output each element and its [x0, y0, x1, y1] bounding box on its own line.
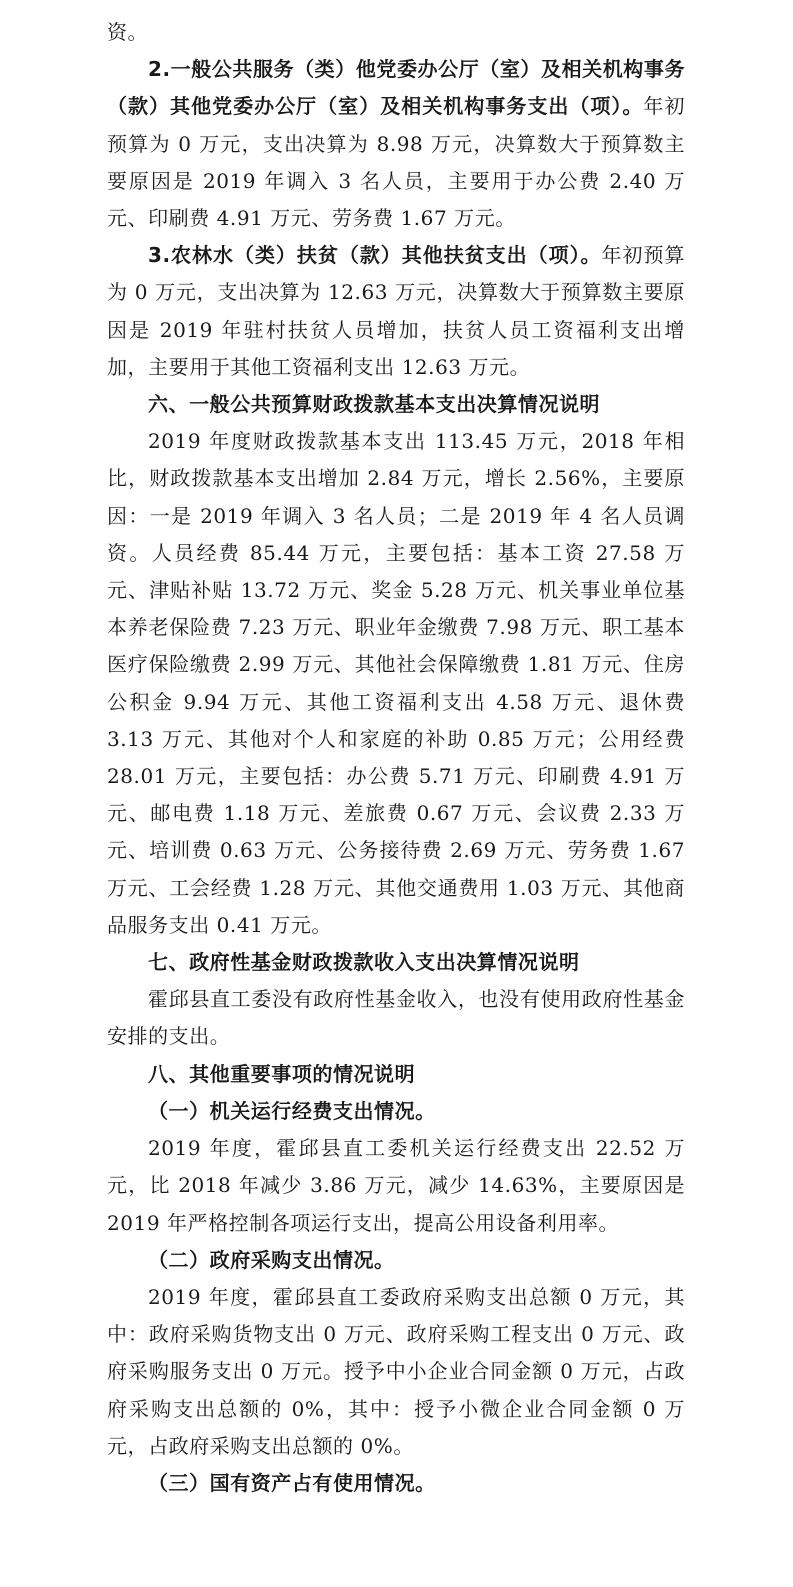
item-2-paragraph: [107, 51, 685, 237]
subsection-3-heading: （三）国有资产占有使用情况。: [148, 1470, 436, 1495]
item-3-title: 3.农林水（类）扶贫（款）其他扶贫支出（项）。: [148, 243, 602, 268]
item-2-body: 年初预算为 0 万元，支出决算为 8.98 万元，决算数大于预算数主要原因是 2019 年调入 3 名人员，主要用于办公费 2.40 万元、印刷费 4.91 万元、劳务费 1.67 万元。: [107, 94, 685, 231]
section-8-heading: 八、其他重要事项的情况说明: [148, 1061, 416, 1086]
item-2-title: 2.一般公共服务（类）他党委办公厅（室）及相关机构事务（款）其他党委办公厅（室）及相关机构事务支出（项）。: [107, 57, 685, 119]
subsection-2-body: 2019 年度，霍邱县直工委政府采购支出总额 0 万元，其中：政府采购货物支出 0 万元、政府采购工程支出 0 万元、政府采购服务支出 0 万元。授予中小企业合同金额 0 万元，占政府采购支出总额的 0%，其中：授予小微企业合同金额 0 万元，占政府采购支出总额的 0%。: [107, 1284, 685, 1458]
subsection-2-heading: （二）政府采购支出情况。: [148, 1247, 395, 1272]
item-3-paragraph: [107, 237, 685, 386]
section-7-body: 霍邱县直工委没有政府性基金收入，也没有使用政府性基金安排的支出。: [107, 987, 685, 1049]
subsection-1-body: 2019 年度，霍邱县直工委机关运行经费支出 22.52 万元，比 2018 年减少 3.86 万元，减少 14.63%，主要原因是 2019 年严格控制各项运行支出，提高公用设备利用率。: [107, 1136, 685, 1235]
item-3-body: 年初预算为 0 万元，支出决算为 12.63 万元，决算数大于预算数主要原因是 2019 年驻村扶贫人员增加，扶贫人员工资福利支出增加，主要用于其他工资福利支出 12.63 万元。: [107, 243, 685, 379]
section-6-body: 2019 年度财政拨款基本支出 113.45 万元，2018 年相比，财政拨款基本支出增加 2.84 万元，增长 2.56%，主要原因：一是 2019 年调入 3 名人员；二是 2019 年 4 名人员调资。人员经费 85.44 万元，主要包括：基本工资 27.58 万元、津贴补贴 13.72 万元、奖金 5.28 万元、机关事业单位基本养老保险费 7.23 万元、职业年金缴费 7.98 万元、职工基本医疗保险缴费 2.99 万元、其他社会保障缴费 1.81 万元、住房公积金 9.94 万元、其他工资福利支出 4.58 万元、退休费 3.13 万元、其他对个人和家庭的补助 0.85 万元；公用经费 28.01 万元，主要包括：办公费 5.71 万元、印刷费 4.91 万元、邮电费 1.18 万元、差旅费 0.67 万元、会议费 2.33 万元、培训费 0.63 万元、公务接待费 2.69 万元、劳务费 1.67 万元、工会经费 1.28 万元、其他交通费用 1.03 万元、其他商品服务支出 0.41 万元。: [107, 429, 685, 937]
section-7-heading: 七、政府性基金财政拨款收入支出决算情况说明: [148, 950, 580, 975]
section-6-heading: 六、一般公共预算财政拨款基本支出决算情况说明: [148, 392, 601, 417]
paragraph-tail: 资。: [107, 20, 149, 44]
subsection-1-heading: （一）机关运行经费支出情况。: [148, 1098, 436, 1123]
document-page: [107, 14, 685, 1502]
